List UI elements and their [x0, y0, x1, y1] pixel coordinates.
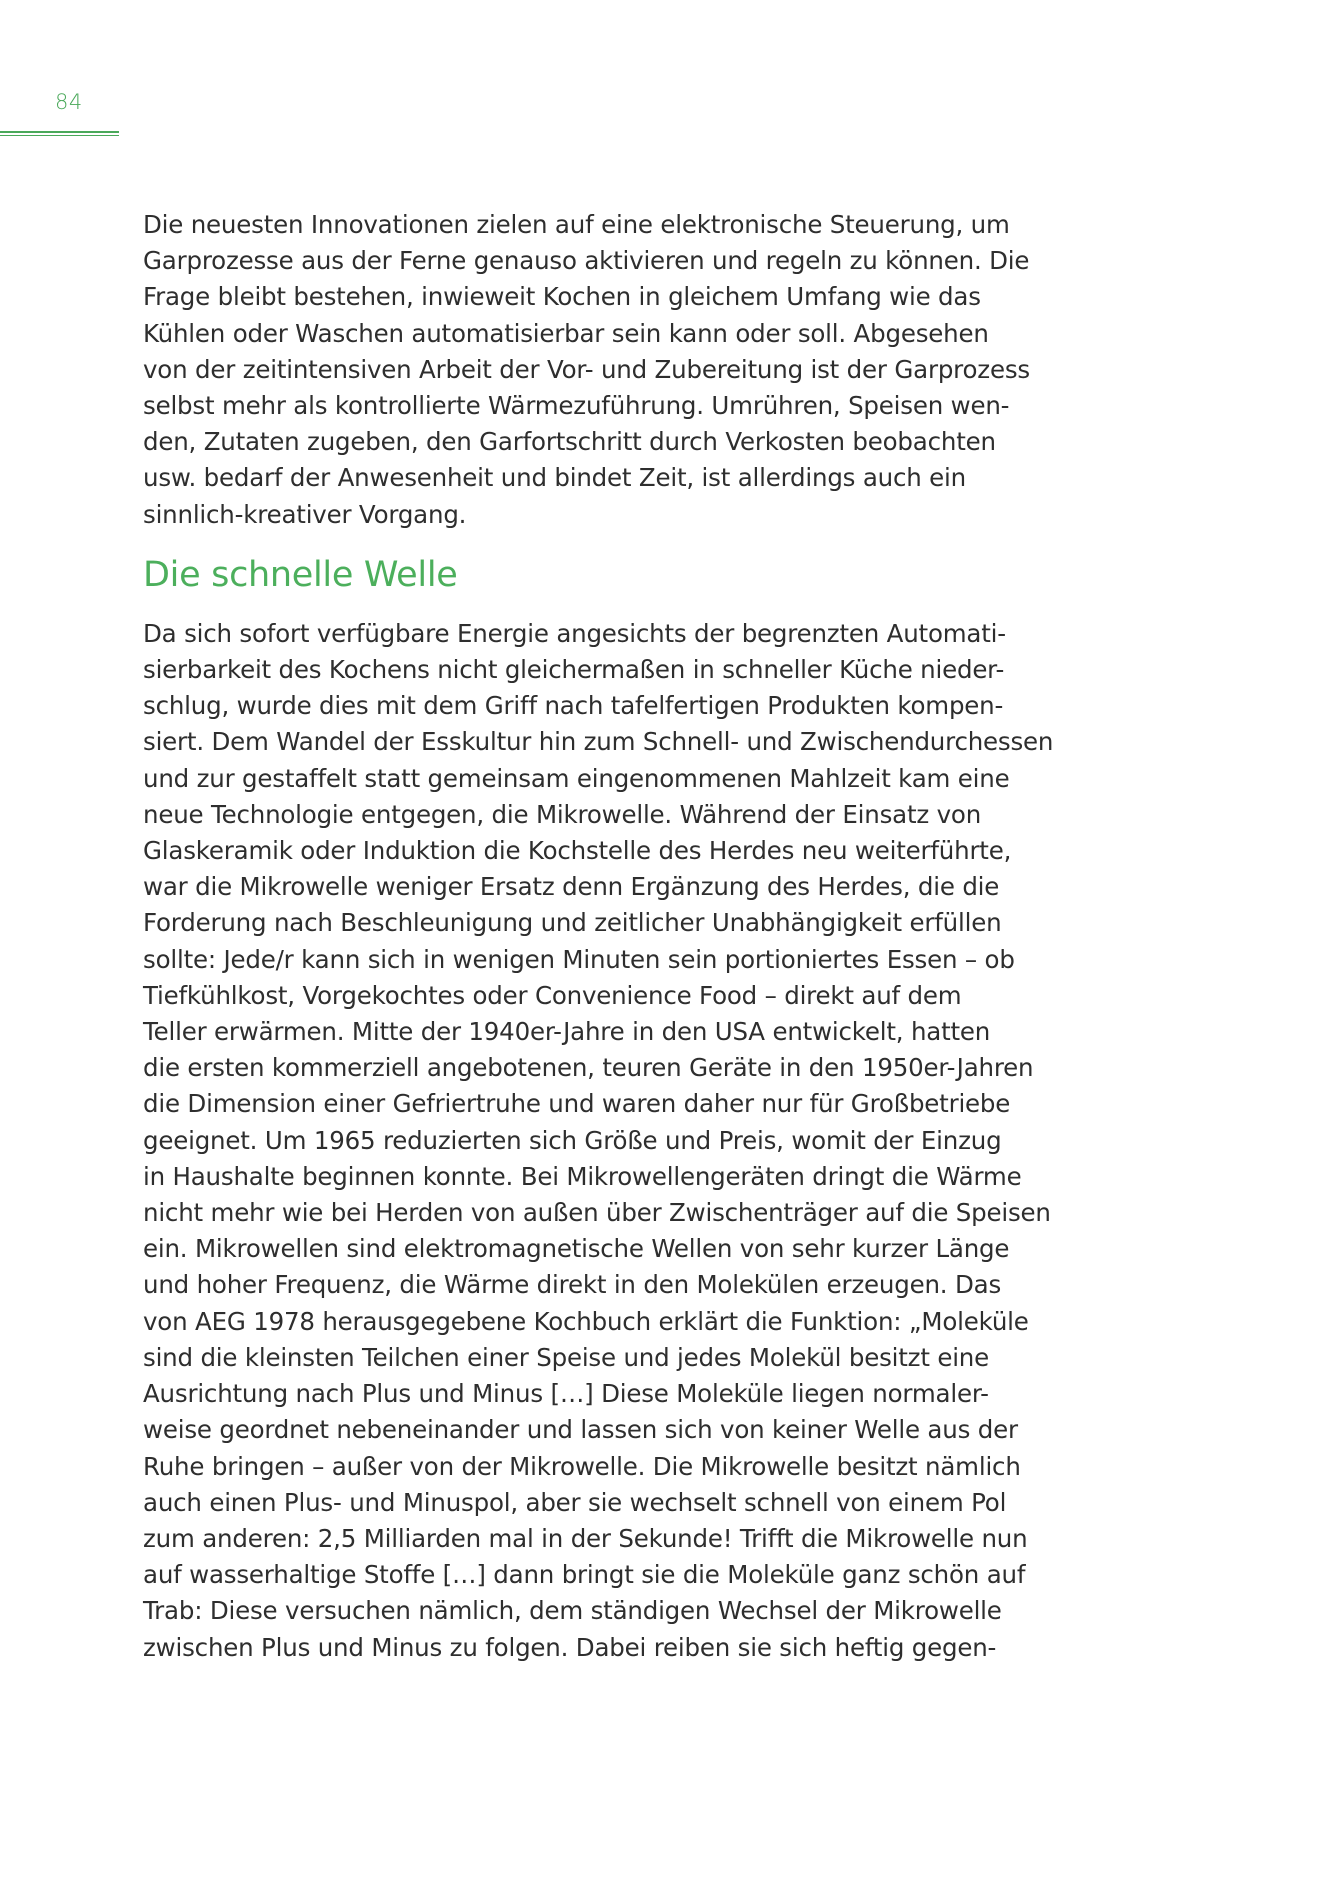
- text-line: sierbarkeit des Kochens nicht gleichermaßen in schneller Küche nieder-: [143, 655, 1005, 685]
- text-line: Die neuesten Innovationen zielen auf eine elektronische Steuerung, um: [143, 210, 1010, 239]
- body-text: [143, 207, 1054, 1666]
- text-line: Garprozesse aus der Ferne genauso aktivieren und regeln zu können. Die: [143, 246, 1030, 276]
- text-line: usw. bedarf der Anwesenheit und bindet Zeit, ist allerdings auch ein: [143, 463, 966, 493]
- text-line: siert. Dem Wandel der Esskultur hin zum Schnell- und Zwischendurchessen: [143, 727, 1054, 757]
- text-line: ein. Mikrowellen sind elektromagnetische Wellen von sehr kurzer Länge: [143, 1234, 1010, 1264]
- text-line: war die Mikrowelle weniger Ersatz denn Ergänzung des Herdes, die die: [143, 872, 1000, 902]
- text-line: Frage bleibt bestehen, inwieweit Kochen in gleichem Umfang wie das: [143, 282, 981, 312]
- text-line: Teller erwärmen. Mitte der 1940er-Jahre in den USA entwickelt, hatten: [143, 1017, 991, 1047]
- section-paragraph: [143, 616, 1054, 1666]
- text-line: Kühlen oder Waschen automatisierbar sein kann oder soll. Abgesehen: [143, 318, 989, 348]
- text-line: neue Technologie entgegen, die Mikrowelle. Während der Einsatz von: [143, 799, 982, 829]
- intro-paragraph: [143, 207, 1043, 533]
- header-rule: [0, 131, 119, 133]
- text-line: sind die kleinsten Teilchen einer Speise und jedes Molekül besitzt eine: [143, 1342, 990, 1372]
- text-line: weise geordnet nebeneinander und lassen sich von keiner Welle aus der: [143, 1415, 1018, 1445]
- text-line: Da sich sofort verfügbare Energie angesichts der begrenzten Automati-: [143, 618, 1006, 648]
- text-line: Ruhe bringen – außer von der Mikrowelle. Die Mikrowelle besitzt nämlich: [143, 1451, 1021, 1481]
- text-line: sollte: Jede/r kann sich in wenigen Minuten sein portioniertes Essen – ob: [143, 944, 1015, 974]
- text-line: selbst mehr als kontrollierte Wärmezuführung. Umrühren, Speisen wen-: [143, 391, 1010, 421]
- text-line: den, Zutaten zugeben, den Garfortschritt durch Verkosten beobachten: [143, 427, 996, 457]
- text-line: geeignet. Um 1965 reduzierten sich Größe und Preis, womit der Einzug: [143, 1125, 1002, 1155]
- text-line: schlug, wurde dies mit dem Griff nach tafelfertigen Produkten kompen-: [143, 691, 1004, 721]
- text-line: zum anderen: 2,5 Milliarden mal in der Sekunde! Trifft die Mikrowelle nun: [143, 1523, 1028, 1553]
- text-line: auch einen Plus- und Minuspol, aber sie wechselt schnell von einem Pol: [143, 1487, 1007, 1517]
- text-line: auf wasserhaltige Stoffe […] dann bringt sie die Moleküle ganz schön auf: [143, 1560, 1026, 1590]
- text-line: und zur gestaffelt statt gemeinsam eingenommenen Mahlzeit kam eine: [143, 763, 1010, 793]
- text-line: nicht mehr wie bei Herden von außen über Zwischenträger auf die Speisen: [143, 1198, 1051, 1228]
- text-line: zwischen Plus und Minus zu folgen. Dabei reiben sie sich heftig gegen-: [143, 1632, 997, 1662]
- text-line: Trab: Diese versuchen nämlich, dem ständigen Wechsel der Mikrowelle: [143, 1596, 1002, 1626]
- text-line: von der zeitintensiven Arbeit der Vor- und Zubereitung ist der Garprozess: [143, 354, 1030, 384]
- text-line: Glaskeramik oder Induktion die Kochstelle des Herdes neu weiterführte,: [143, 836, 1012, 866]
- text-line: Ausrichtung nach Plus und Minus […] Diese Moleküle liegen normaler-: [143, 1379, 989, 1409]
- text-line: und hoher Frequenz, die Wärme direkt in den Molekülen erzeugen. Das: [143, 1270, 1002, 1300]
- text-line: von AEG 1978 herausgegebene Kochbuch erklärt die Funktion: „Moleküle: [143, 1306, 1029, 1336]
- text-line: Tiefkühlkost, Vorgekochtes oder Convenience Food – direkt auf dem: [143, 980, 962, 1010]
- section-heading: Die schnelle Welle: [143, 554, 458, 595]
- text-line: die Dimension einer Gefriertruhe und waren daher nur für Großbetriebe: [143, 1089, 1011, 1119]
- header-rule-thin: [0, 135, 119, 136]
- text-line: die ersten kommerziell angebotenen, teuren Geräte in den 1950er-Jahren: [143, 1053, 1034, 1083]
- text-line: Forderung nach Beschleunigung und zeitlicher Unabhängigkeit erfüllen: [143, 908, 1002, 938]
- page-number: 84: [55, 90, 83, 114]
- text-line: sinnlich-kreativer Vorgang.: [143, 499, 467, 529]
- text-line: in Haushalte beginnen konnte. Bei Mikrowellengeräten dringt die Wärme: [143, 1161, 1022, 1191]
